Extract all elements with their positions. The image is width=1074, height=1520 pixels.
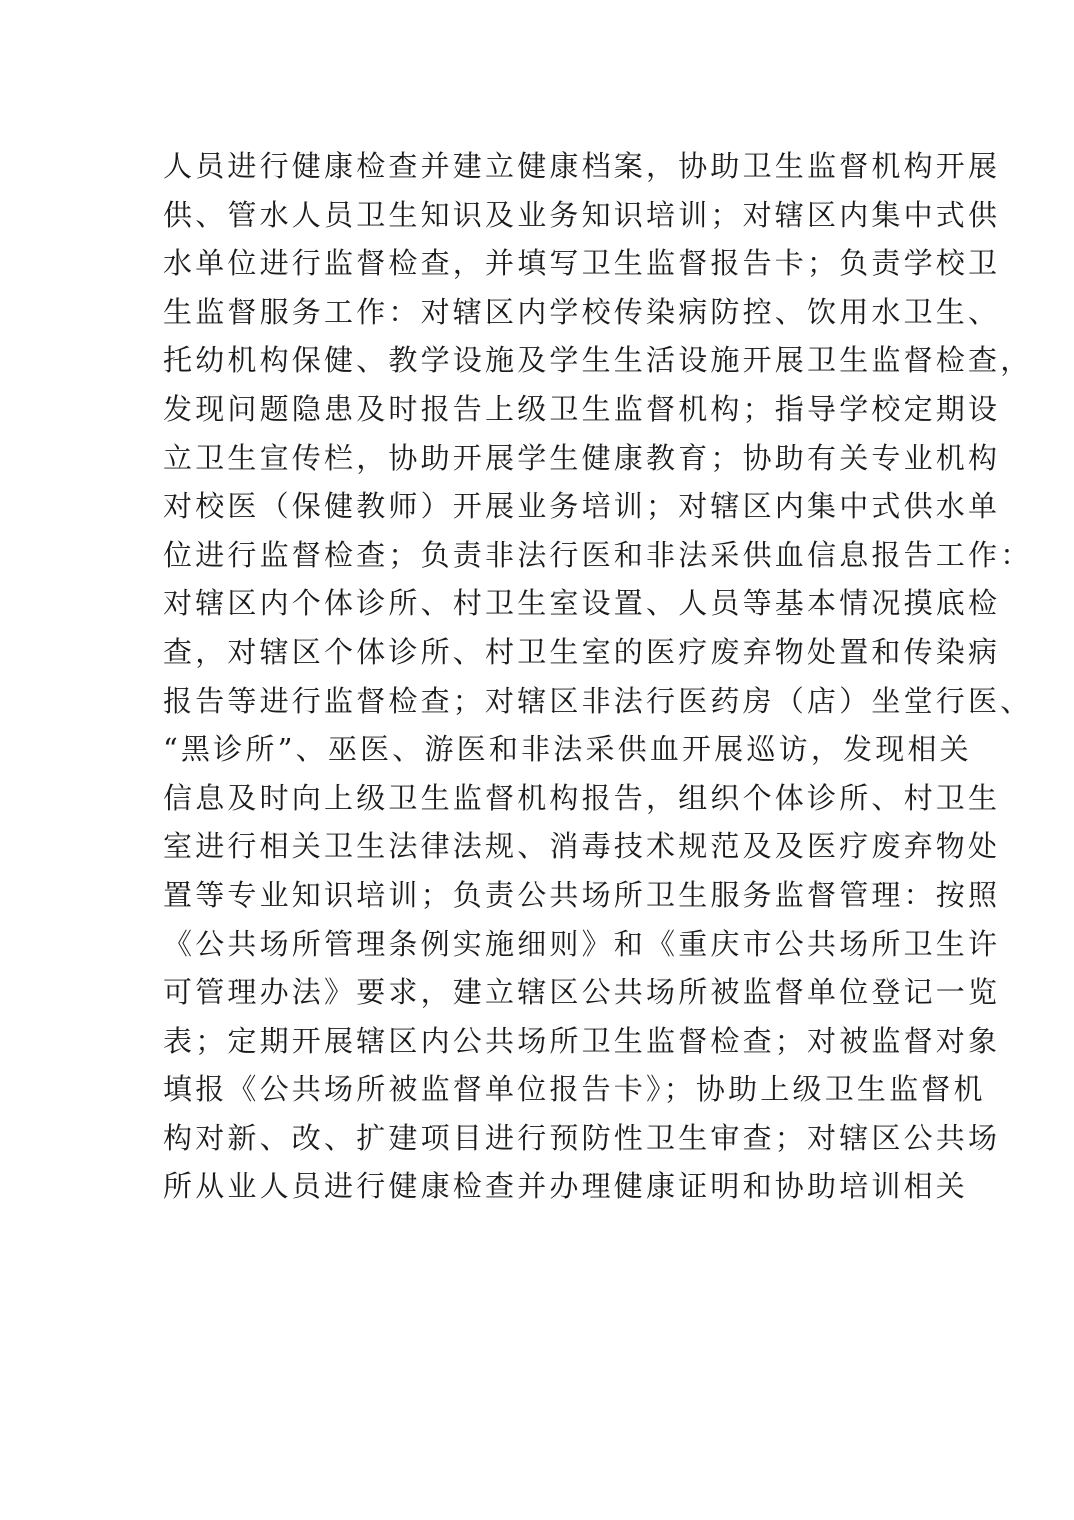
text-line: 水单位进行监督检查，并填写卫生监督报告卡；负责学校卫 [163, 246, 1001, 281]
text-line: 位进行监督检查；负责非法行医和非法采供血信息报告工作： [163, 537, 1033, 572]
text-line: 信息及时向上级卫生监督机构报告，组织个体诊所、村卫生 [163, 780, 1001, 815]
text-line: 立卫生宣传栏，协助开展学生健康教育；协助有关专业机构 [163, 440, 1001, 475]
text-line: 生监督服务工作：对辖区内学校传染病防控、饮用水卫生、 [163, 294, 1001, 329]
text-line: 供、管水人员卫生知识及业务知识培训；对辖区内集中式供 [163, 197, 1001, 232]
text-line: 人员进行健康检查并建立健康档案，协助卫生监督机构开展 [163, 149, 1001, 183]
text-line: 表；定期开展辖区内公共场所卫生监督检查；对被监督对象 [163, 1023, 1001, 1058]
text-line: 查，对辖区个体诊所、村卫生室的医疗废弃物处置和传染病 [163, 634, 1001, 669]
text-line: 室进行相关卫生法律法规、消毒技术规范及及医疗废弃物处 [163, 829, 1001, 864]
text-line: 《公共场所管理条例实施细则》和《重庆市公共场所卫生许 [163, 926, 1001, 961]
text-line: 发现问题隐患及时报告上级卫生监督机构；指导学校定期设 [163, 391, 1001, 426]
text-line: 对辖区内个体诊所、村卫生室设置、人员等基本情况摸底检 [163, 586, 1001, 621]
body-paragraph [163, 142, 1033, 1211]
text-line: 置等专业知识培训；负责公共场所卫生服务监督管理：按照 [163, 877, 1001, 912]
text-line: 填报《公共场所被监督单位报告卡》；协助上级卫生监督机 [163, 1072, 986, 1107]
text-line: 所从业人员进行健康检查并办理健康证明和协助培训相关 [163, 1169, 969, 1204]
text-line: “黑诊所”、巫医、游医和非法采供血开展巡访，发现相关 [163, 732, 972, 767]
text-line: 可管理办法》要求，建立辖区公共场所被监督单位登记一览 [163, 975, 1001, 1010]
text-line: 对校医（保健教师）开展业务培训；对辖区内集中式供水单 [163, 489, 1001, 524]
text-line: 报告等进行监督检查；对辖区非法行医药房（店）坐堂行医、 [163, 683, 1033, 718]
text-line: 托幼机构保健、教学设施及学生生活设施开展卫生监督检查， [163, 343, 1033, 378]
text-line: 构对新、改、扩建项目进行预防性卫生审查；对辖区公共场 [163, 1120, 1001, 1155]
